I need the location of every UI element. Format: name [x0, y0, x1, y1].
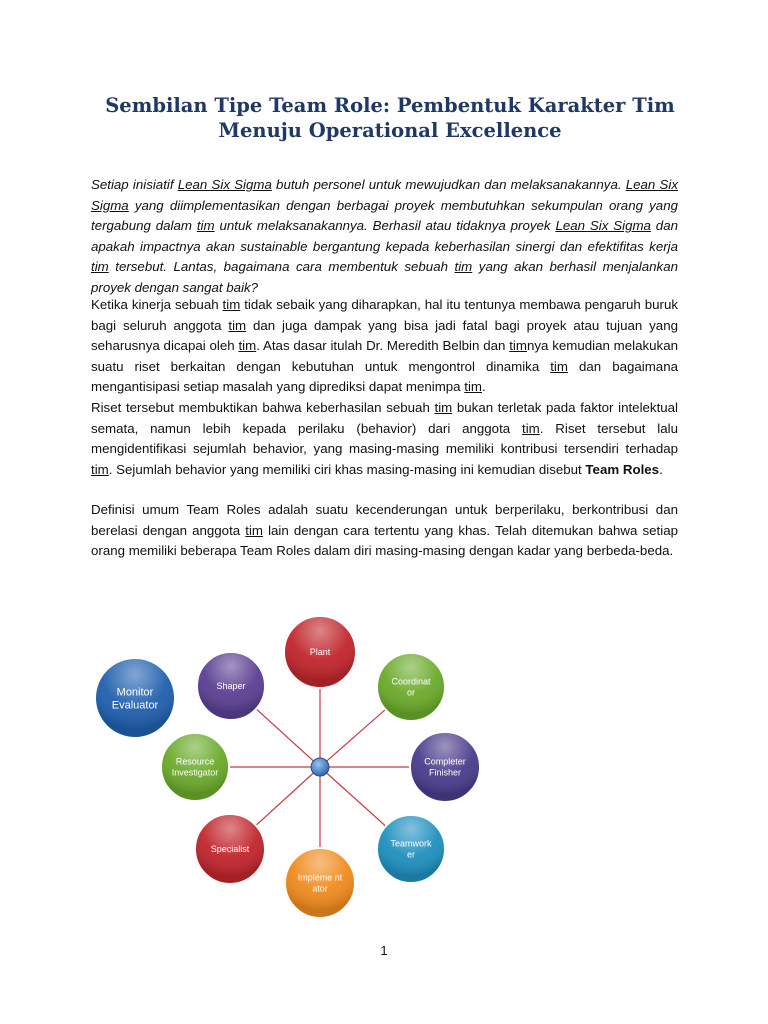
- page-title: [60, 93, 720, 143]
- intro-text: untuk melaksanakannya. Berhasil atau tidaknya proyek: [214, 218, 556, 233]
- paragraph-2: [91, 398, 678, 480]
- role-label: Shaper: [216, 681, 246, 692]
- role-node-specialist: [195, 814, 265, 884]
- tim-link[interactable]: tim: [222, 297, 241, 312]
- role-label: Coordinat: [391, 676, 431, 687]
- tim-link[interactable]: tim: [196, 218, 215, 233]
- tim-link[interactable]: tim: [454, 259, 473, 274]
- role-label: or: [406, 687, 416, 698]
- tim-link[interactable]: tim: [238, 338, 257, 353]
- intro-text: yang diimplementasikan dengan berbagai proyek membutuhkan sekumpulan orang yang tergabung dalam: [91, 197, 678, 233]
- title-line-1: Sembilan Tipe Team Role: Pembentuk Karakter Tim: [105, 94, 675, 117]
- paragraph-text: lain dengan cara tertentu yang khas. Telah ditemukan bahwa setiap orang memiliki beberapa Team Roles dalam diri masing-masing dengan kadar yang berbeda-beda.: [91, 522, 678, 558]
- intro-paragraph: [91, 175, 678, 298]
- paragraph-text: dan bagaimana mengantisipasi setiap masalah yang diprediksi dapat menimpa: [91, 358, 678, 394]
- paragraph-3: [91, 500, 678, 562]
- lean-six-sigma-link[interactable]: Lean Six Sigma: [177, 177, 272, 192]
- paragraph-text: Ketika kinerja sebuah: [91, 297, 223, 312]
- paragraph-1: [91, 295, 678, 398]
- role-label: Finisher: [428, 767, 462, 778]
- paragraph-text: bukan terletak pada faktor intelektual semata, namun lebih kepada perilaku (behavior) dari anggota: [91, 400, 679, 436]
- role-label: Teamwork: [390, 838, 432, 849]
- paragraph-text: Riset tersebut membuktikan bahwa keberhasilan sebuah: [91, 400, 435, 415]
- intro-text: dan apakah impactnya akan sustainable bergantung kepada keberhasilan sinergi dan efektifitas kerja: [91, 218, 678, 254]
- tim-link[interactable]: tim: [245, 522, 263, 538]
- paragraph-text: . Atas dasar itulah Dr. Meredith Belbin dan: [256, 338, 510, 353]
- intro-text: yang akan berhasil menjalankan proyek dengan sangat baik?: [91, 259, 678, 295]
- tim-link[interactable]: tim: [434, 400, 453, 415]
- paragraph-text: .: [482, 379, 486, 394]
- role-node-shaper: [197, 652, 265, 720]
- tim-link[interactable]: tim: [550, 358, 568, 374]
- role-node-teamworker: [377, 815, 445, 883]
- role-node-resource: [161, 733, 229, 801]
- role-label: Impleme nt: [297, 872, 343, 883]
- paragraph-text: nya kemudian melakukan suatu riset berkaitan dengan kebutuhan untuk mengontrol dinamika: [91, 338, 678, 374]
- intro-text: butuh personel untuk mewujudkan dan melaksanakannya.: [271, 177, 626, 192]
- role-label: Completer: [424, 756, 466, 767]
- page-number: 1: [380, 943, 388, 958]
- paragraph-text: .: [659, 461, 663, 477]
- paragraph-text: . Sejumlah behavior yang memiliki ciri khas masing-masing ini kemudian disebut: [108, 461, 586, 477]
- tim-link[interactable]: tim: [91, 259, 109, 274]
- team-roles-term: Team Roles: [585, 461, 660, 477]
- role-node-completer: [410, 732, 480, 802]
- role-label: Evaluator: [111, 699, 159, 712]
- role-label: Monitor: [116, 686, 154, 699]
- paragraph-text: dan juga dampak yang bisa jadi fatal bagi proyek atau tujuan yang seharusnya dicapai oleh: [91, 317, 678, 353]
- role-node-coordinator: [377, 653, 445, 721]
- lean-six-sigma-link[interactable]: Lean Six Sigma: [91, 177, 678, 213]
- tim-link[interactable]: tim: [522, 420, 540, 436]
- paragraph-text: tidak sebaik yang diharapkan, hal itu tentunya membawa pengaruh buruk bagi seluruh anggota: [91, 297, 678, 333]
- tim-link[interactable]: tim: [509, 338, 527, 353]
- intro-text: tersebut. Lantas, bagaimana cara membentuk sebuah: [108, 259, 455, 274]
- role-label: er: [406, 849, 416, 860]
- tim-link[interactable]: tim: [464, 379, 482, 394]
- role-node-monitor: [95, 658, 175, 738]
- role-label: Resource: [175, 756, 215, 767]
- team-roles-diagram: [80, 600, 500, 940]
- diagram-hub: [311, 758, 329, 776]
- intro-text: Setiap inisiatif: [91, 177, 178, 192]
- role-label: Plant: [309, 647, 331, 658]
- role-label: Specialist: [210, 844, 250, 855]
- paragraph-text: Definisi umum Team Roles adalah suatu kecenderungan untuk berperilaku, berkontribusi dan berelasi dengan anggota: [91, 502, 678, 538]
- paragraph-text: . Riset tersebut lalu mengidentifikasi sejumlah behavior, yang masing-masing memiliki kontribusi tersendiri terhadap: [91, 420, 678, 456]
- role-node-implementator: [285, 848, 355, 918]
- title-line-2: Menuju Operational Excellence: [218, 119, 562, 142]
- tim-link[interactable]: tim: [228, 317, 247, 333]
- role-label: ator: [312, 883, 328, 894]
- role-node-plant: [284, 616, 356, 688]
- lean-six-sigma-link[interactable]: Lean Six Sigma: [555, 218, 651, 233]
- tim-link[interactable]: tim: [91, 461, 109, 477]
- role-label: Investigator: [171, 767, 219, 778]
